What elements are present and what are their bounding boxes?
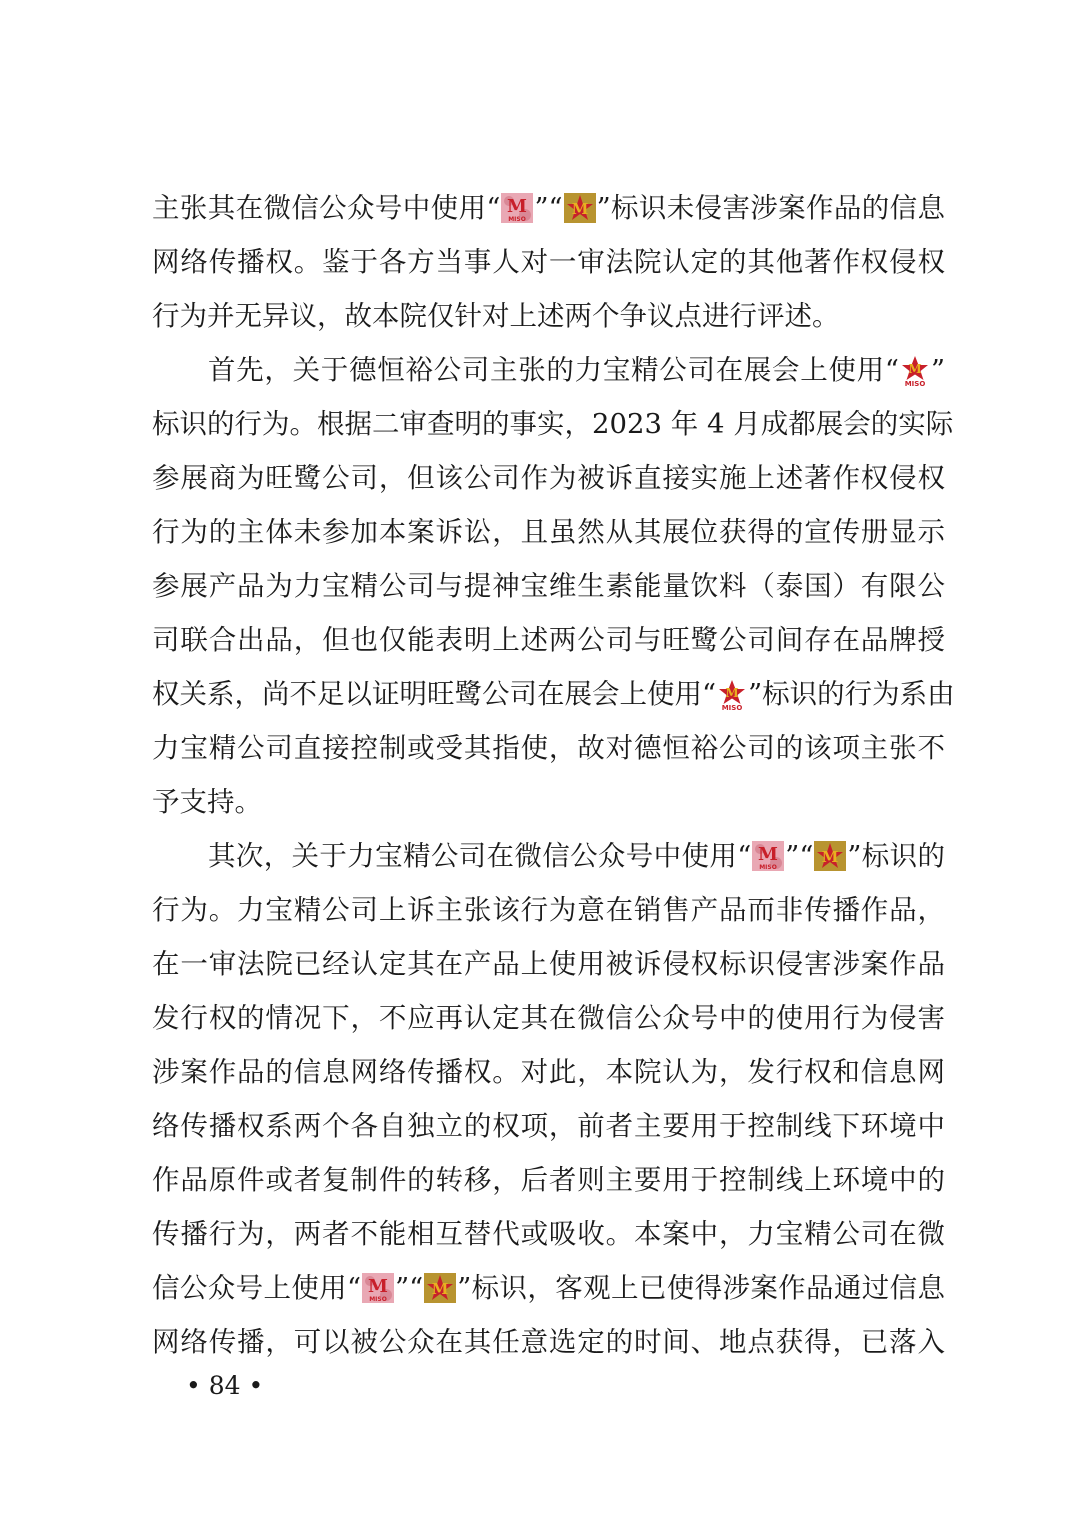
svg-text:MISO: MISO (904, 380, 926, 387)
text-line-1: 主张其在微信公众号中使用“ M MISO ”“ M ”标识未侵害涉案作品的信息 (152, 192, 945, 224)
text-line-16: 发行权的情况下，不应再认定其在微信公众号中的使用行为侵害 (152, 1002, 945, 1034)
text-line-5: 标识的行为。根据二审查明的事实，2023 年 4 月成都展会的实际 (152, 408, 954, 440)
text-line-17: 涉案作品的信息网络传播权。对此，本院认为，发行权和信息网 (152, 1056, 945, 1088)
svg-text:M: M (507, 196, 528, 217)
text-line-22: 网络传播，可以被公众在其任意选定的时间、地点获得，已落入 (152, 1326, 945, 1358)
logo-a-icon (501, 193, 533, 223)
logo-star-icon (900, 355, 930, 387)
text-line-15: 在一审法院已经认定其在产品上使用被诉侵权标识侵害涉案作品 (152, 948, 945, 980)
svg-text:M: M (758, 844, 779, 865)
svg-text:M: M (822, 848, 839, 866)
logo-star-icon (717, 679, 747, 711)
text-line-20: 传播行为，两者不能相互替代或吸收。本案中，力宝精公司在微 (152, 1218, 945, 1250)
logo-b-icon (424, 1273, 456, 1303)
page-number: • 84 • (186, 1371, 264, 1400)
svg-text:MISO: MISO (721, 704, 743, 711)
text-line-7: 行为的主体未参加本案诉讼，且虽然从其展位获得的宣传册显示 (152, 516, 945, 548)
text-line-2: 网络传播权。鉴于各方当事人对一审法院认定的其他著作权侵权 (152, 246, 945, 278)
text-line-18: 络传播权系两个各自独立的权项，前者主要用于控制线下环境中 (152, 1110, 945, 1142)
svg-text:MISO: MISO (759, 864, 778, 871)
text-line-21: 信公众号上使用“ M MISO ”“ M ”标识，客观上已使得涉案作品通过信息 (152, 1272, 946, 1304)
text-line-19: 作品原件或者复制件的转移，后者则主要用于控制线上环境中的 (152, 1164, 945, 1196)
text-line-9: 司联合出品，但也仅能表明上述两公司与旺鹭公司间存在品牌授 (152, 624, 945, 656)
text-line-14: 行为。力宝精公司上诉主张该行为意在销售产品而非传播作品， (152, 894, 945, 926)
svg-text:MISO: MISO (508, 216, 527, 223)
text-line-11: 力宝精公司直接控制或受其指使，故对德恒裕公司的该项主张不 (152, 732, 945, 764)
logo-b-icon (814, 841, 846, 871)
svg-text:M: M (908, 362, 922, 376)
svg-text:M: M (571, 200, 588, 218)
text-line-13: 其次，关于力宝精公司在微信公众号中使用“ M MISO ”“ M ”标识的 (208, 840, 946, 872)
logo-a-icon (752, 841, 784, 871)
text-line-8: 参展产品为力宝精公司与提神宝维生素能量饮料（泰国）有限公 (152, 570, 945, 602)
text-line-4: 首先，关于德恒裕公司主张的力宝精公司在展会上使用“ M MISO ” (208, 354, 945, 387)
svg-text:M: M (368, 1276, 389, 1297)
svg-text:MISO: MISO (369, 1296, 387, 1303)
logo-a-icon (362, 1273, 394, 1303)
text-line-10: 权关系，尚不足以证明旺鹭公司在展会上使用“ M MISO ”标识的行为系由 (152, 678, 955, 711)
svg-text:M: M (431, 1280, 449, 1298)
text-line-3: 行为并无异议，故本院仅针对上述两个争议点进行评述。 (152, 300, 840, 332)
text-line-6: 参展商为旺鹭公司，但该公司作为被诉直接实施上述著作权侵权 (152, 462, 945, 494)
logo-b-icon (564, 193, 596, 223)
svg-text:M: M (725, 686, 739, 700)
text-line-12: 予支持。 (152, 786, 262, 818)
